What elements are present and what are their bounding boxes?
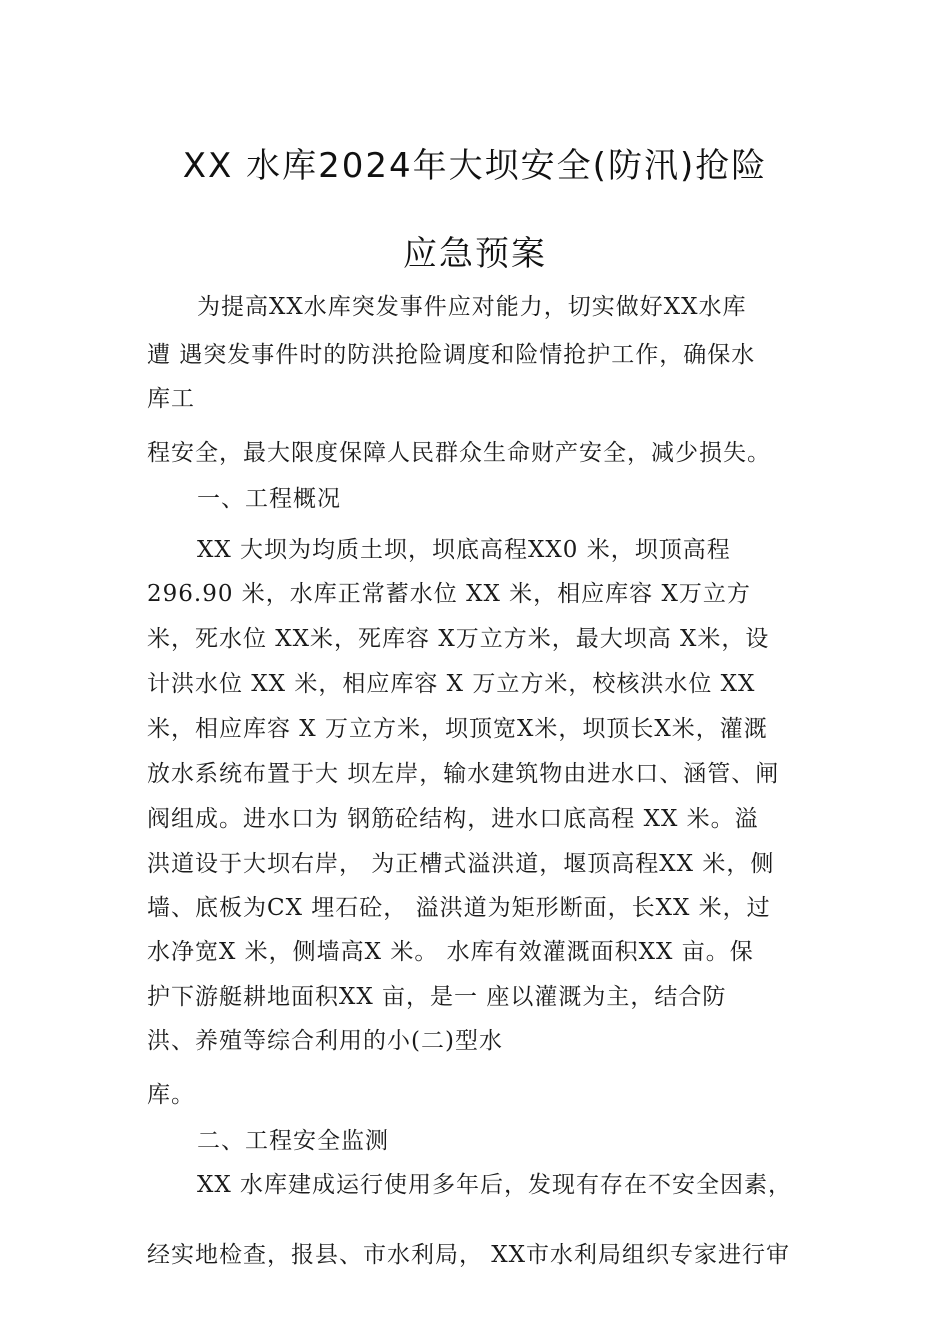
- paragraph-overview-line-2: 296.90 米，水库正常蓄水位 XX 米，相应库容 X万立方: [147, 581, 751, 607]
- document-title-line-1: XX 水库2024年大坝安全(防汛)抢险: [182, 146, 768, 186]
- document-title-line-2: 应急预案: [403, 234, 547, 274]
- paragraph-overview-line-4: 计洪水位 XX 米，相应库容 X 万立方米，校核洪水位 XX: [147, 671, 756, 697]
- paragraph-monitoring-line-1: XX 水库建成运行使用多年后，发现有存在不安全因素，: [197, 1172, 793, 1198]
- paragraph-intro-line-4: 程安全，最大限度保障人民群众生命财产安全，减少损失。: [147, 440, 771, 466]
- paragraph-monitoring-line-2: 经实地检查，报县、市水利局， XX市水利局组织专家进行审: [147, 1242, 791, 1268]
- paragraph-overview-line-10: 水净宽X 米，侧墙高X 米。 水库有效灌溉面积XX 亩。保: [147, 939, 754, 965]
- paragraph-overview-line-3: 米，死水位 XX米，死库容 X万立方米，最大坝高 X米，设: [147, 626, 770, 652]
- section-heading-overview: 一、工程概况: [197, 486, 341, 512]
- paragraph-overview-line-11: 护下游艇耕地面积XX 亩，是一 座以灌溉为主，结合防: [147, 984, 727, 1010]
- paragraph-overview-line-7: 阀组成。进水口为 钢筋砼结构，进水口底高程 XX 米。溢: [147, 806, 759, 832]
- paragraph-intro-line-2: 遭 遇突发事件时的防洪抢险调度和险情抢护工作，确保水: [147, 342, 756, 368]
- paragraph-overview-line-9: 墙、底板为CX 埋石砼， 溢洪道为矩形断面，长XX 米，过: [147, 895, 771, 921]
- paragraph-overview-line-1: XX 大坝为均质土坝，坝底高程XX0 米，坝顶高程: [197, 537, 731, 563]
- section-heading-safety-monitoring: 二、工程安全监测: [197, 1128, 389, 1154]
- paragraph-overview-line-5: 米，相应库容 X 万立方米，坝顶宽X米，坝顶长X米，灌溉: [147, 716, 768, 742]
- paragraph-overview-line-13: 库。: [147, 1082, 195, 1108]
- paragraph-intro-line-3: 库工: [147, 386, 195, 412]
- paragraph-overview-line-8: 洪道设于大坝右岸， 为正槽式溢洪道，堰顶高程XX 米，侧: [147, 851, 775, 877]
- paragraph-overview-line-6: 放水系统布置于大 坝左岸，输水建筑物由进水口、涵管、闸: [147, 761, 780, 787]
- paragraph-intro-line-1: 为提高XX水库突发事件应对能力，切实做好XX水库: [197, 294, 747, 320]
- paragraph-overview-line-12: 洪、养殖等综合利用的小(二)型水: [147, 1028, 503, 1054]
